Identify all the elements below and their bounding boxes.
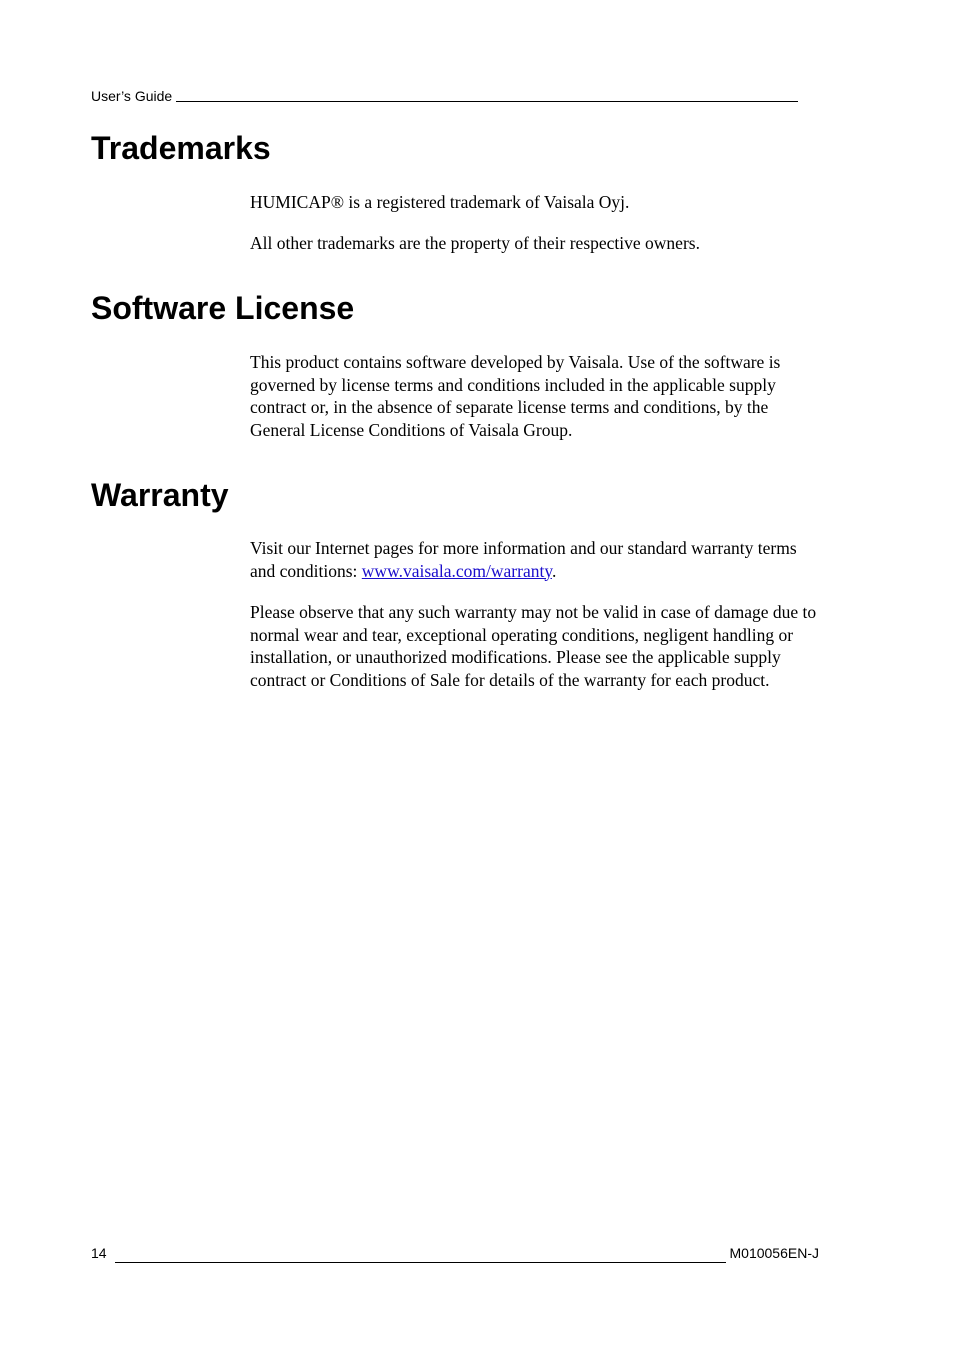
software-license-paragraph: This product contains software developed by Vaisala. Use of the software is governed by license terms and conditions included in the applicable supply contract or, in the absence of separate license terms and conditions, by the General License Conditions of Vaisala Group. [250, 352, 781, 440]
heading-trademarks: Trademarks [91, 130, 271, 166]
trademarks-paragraph-2: All other trademarks are the property of their respective owners. [250, 233, 700, 253]
warranty-paragraph-1-text: Visit our Internet pages for more information and our standard warranty terms and conditions: [250, 538, 797, 581]
running-header [91, 86, 811, 106]
running-footer [91, 1243, 819, 1263]
trademarks-paragraph-1: HUMICAP® is a registered trademark of Vaisala Oyj. [250, 192, 630, 212]
heading-software-license: Software License [91, 290, 355, 326]
header-rule [176, 86, 798, 102]
page-number: 14 [91, 1245, 107, 1261]
warranty-link-suffix: . [551, 560, 557, 581]
document-code: M010056EN-J [729, 1245, 819, 1261]
warranty-paragraph-2: Please observe that any such warranty may not be valid in case of damage due to normal wear and tear, exceptional operating conditions, negligent handling or installation, or unauthorized modifications. Please see the applicable supply contract or Conditions of Sale for details of the warranty for each product. [250, 602, 817, 690]
footer-rule [115, 1247, 726, 1263]
warranty-paragraph-1 [250, 537, 820, 582]
warranty-link[interactable]: www.vaisala.com/warranty [361, 560, 552, 581]
header-title: User’s Guide [91, 88, 173, 104]
heading-warranty: Warranty [91, 477, 229, 513]
